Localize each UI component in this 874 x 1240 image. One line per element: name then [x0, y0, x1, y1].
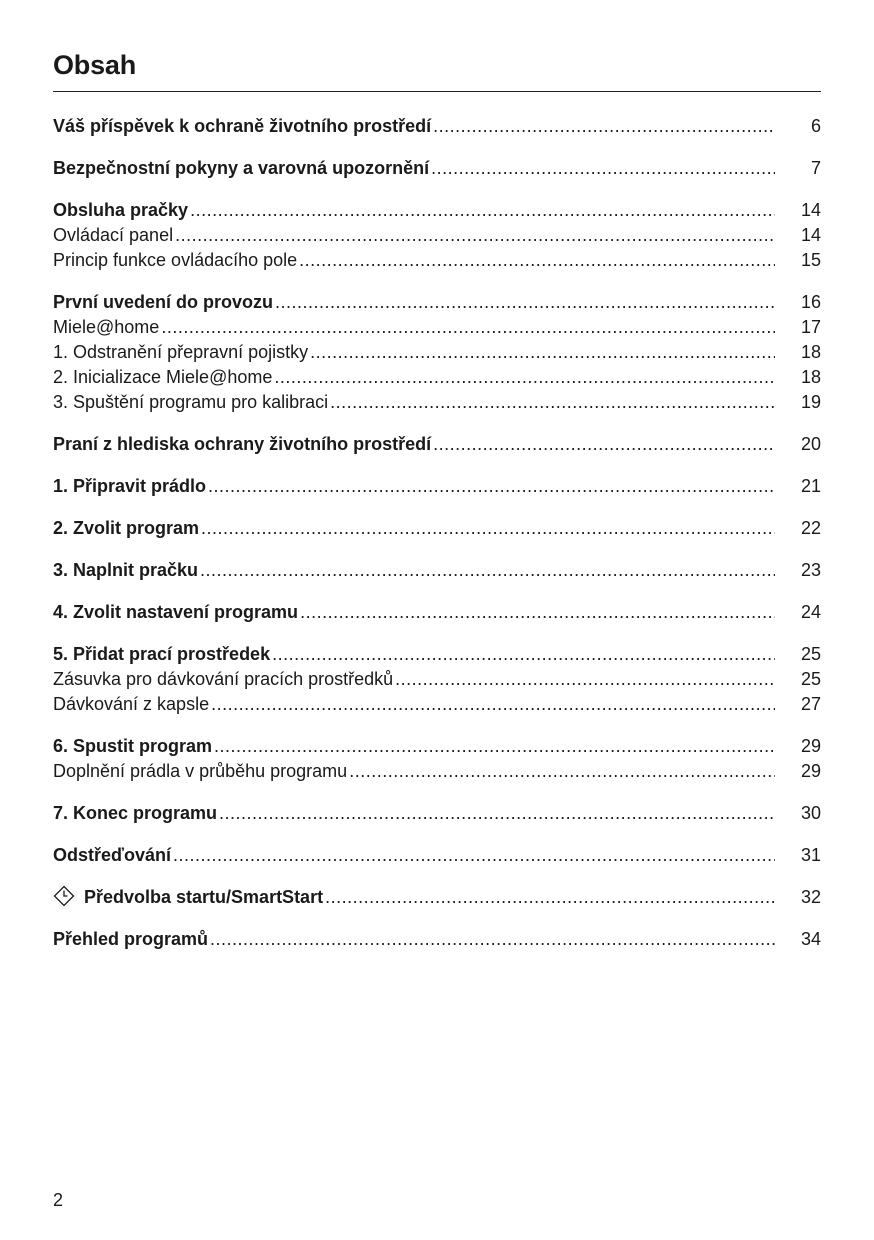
- toc-leader-dots: [310, 340, 775, 365]
- toc-entry-label: [53, 600, 298, 625]
- toc-entry-label: [53, 114, 431, 139]
- toc-entry-text: Předvolba startu/SmartStart: [84, 887, 324, 907]
- toc-group: [53, 600, 821, 625]
- toc-group: [53, 474, 821, 499]
- toc-sub-entry[interactable]: [53, 315, 821, 340]
- toc-entry-label: [53, 290, 273, 315]
- toc-entry-text: Ovládací panel: [53, 225, 174, 245]
- toc-entry-text: 5. Přidat prací prostředek: [53, 644, 271, 664]
- toc-page-number: 30: [800, 803, 821, 823]
- page-title: Obsah: [53, 50, 137, 80]
- toc-group: [53, 843, 821, 868]
- toc-leader-dots: [161, 315, 775, 340]
- toc-entry-label: [53, 642, 270, 667]
- toc-entry-text: 7. Konec programu: [53, 803, 218, 823]
- toc-group: [53, 156, 821, 181]
- toc-page-number: 14: [800, 225, 821, 245]
- toc-heading-entry[interactable]: [53, 600, 821, 625]
- toc-group: [53, 432, 821, 457]
- toc-entry-text: Bezpečnostní pokyny a varovná upozornění: [53, 158, 430, 178]
- toc-entry-text: Zásuvka pro dávkování pracích prostředků: [53, 669, 394, 689]
- toc-leader-dots: [210, 927, 775, 952]
- toc-entry-text: 3. Spuštění programu pro kalibraci: [53, 392, 329, 412]
- toc-group: [53, 927, 821, 952]
- toc-page-number: 17: [800, 317, 821, 337]
- toc-heading-entry[interactable]: [53, 516, 821, 541]
- toc-heading-entry[interactable]: [53, 114, 821, 139]
- title-divider: [53, 91, 821, 92]
- toc-entry-text: 6. Spustit program: [53, 736, 213, 756]
- toc-entry-text: 2. Zvolit program: [53, 518, 200, 538]
- toc-page-number: 27: [800, 694, 821, 714]
- toc-heading-entry[interactable]: [53, 734, 821, 759]
- toc-entry-text: 1. Odstranění přepravní pojistky: [53, 342, 309, 362]
- timer-icon: [53, 885, 75, 907]
- toc-heading-entry[interactable]: [53, 558, 821, 583]
- toc-entry-text: 1. Připravit prádlo: [53, 476, 207, 496]
- toc-entry-label: [53, 248, 297, 273]
- toc-page-number: 29: [800, 761, 821, 781]
- toc-entry-label: [53, 432, 431, 457]
- toc-entry-text: Přehled programů: [53, 929, 209, 949]
- toc-page-number: 34: [800, 929, 821, 949]
- toc-entry-text: Obsluha pračky: [53, 200, 189, 220]
- toc-entry-text: 4. Zvolit nastavení programu: [53, 602, 299, 622]
- toc-heading-entry[interactable]: [53, 885, 821, 910]
- toc-page-number: 7: [810, 158, 821, 178]
- toc-entry-label: [53, 927, 208, 952]
- toc-leader-dots: [190, 198, 775, 223]
- toc-leader-dots: [201, 516, 775, 541]
- toc-heading-entry[interactable]: [53, 432, 821, 457]
- toc-entry-label: [53, 734, 212, 759]
- toc-group: [53, 885, 821, 910]
- toc-page-number: 21: [800, 476, 821, 496]
- toc-group: [53, 198, 821, 273]
- toc-leader-dots: [330, 390, 775, 415]
- toc-entry-label: [53, 315, 159, 340]
- toc-sub-entry[interactable]: [53, 692, 821, 717]
- toc-heading-entry[interactable]: [53, 801, 821, 826]
- toc-page-number: 29: [800, 736, 821, 756]
- toc-entry-label: [53, 667, 393, 692]
- page-number: 2: [53, 1190, 64, 1210]
- toc-group: [53, 642, 821, 717]
- toc-entry-label: [53, 558, 198, 583]
- toc-heading-entry[interactable]: [53, 843, 821, 868]
- toc-entry-text: 2. Inicializace Miele@home: [53, 367, 273, 387]
- toc-page-number: 19: [800, 392, 821, 412]
- toc-sub-entry[interactable]: [53, 223, 821, 248]
- toc-leader-dots: [208, 474, 775, 499]
- toc-leader-dots: [395, 667, 775, 692]
- toc-entry-text: První uvedení do provozu: [53, 292, 274, 312]
- toc-entry-text: 3. Naplnit pračku: [53, 560, 199, 580]
- table-of-contents: [53, 114, 821, 969]
- toc-page-number: 16: [800, 292, 821, 312]
- toc-group: [53, 558, 821, 583]
- toc-leader-dots: [433, 432, 775, 457]
- toc-leader-dots: [275, 290, 775, 315]
- toc-leader-dots: [175, 223, 775, 248]
- toc-page-number: 24: [800, 602, 821, 622]
- toc-leader-dots: [214, 734, 775, 759]
- toc-page-number: 20: [800, 434, 821, 454]
- toc-sub-entry[interactable]: [53, 390, 821, 415]
- toc-entry-label: [53, 885, 323, 910]
- toc-heading-entry[interactable]: [53, 474, 821, 499]
- toc-group: [53, 114, 821, 139]
- toc-entry-text: Doplnění prádla v průběhu programu: [53, 761, 348, 781]
- toc-leader-dots: [272, 642, 775, 667]
- toc-sub-entry[interactable]: [53, 248, 821, 273]
- toc-heading-entry[interactable]: [53, 927, 821, 952]
- toc-leader-dots: [431, 156, 775, 181]
- toc-entry-label: [53, 156, 429, 181]
- toc-page-number: 18: [800, 367, 821, 387]
- toc-page-number: 31: [800, 845, 821, 865]
- toc-entry-label: [53, 340, 308, 365]
- toc-entry-text: Dávkování z kapsle: [53, 694, 210, 714]
- toc-leader-dots: [300, 600, 775, 625]
- toc-sub-entry[interactable]: [53, 667, 821, 692]
- toc-leader-dots: [349, 759, 775, 784]
- toc-entry-text: Praní z hlediska ochrany životního prostředí: [53, 434, 432, 454]
- toc-heading-entry[interactable]: [53, 642, 821, 667]
- toc-group: [53, 801, 821, 826]
- toc-leader-dots: [200, 558, 775, 583]
- toc-leader-dots: [219, 801, 775, 826]
- toc-heading-entry[interactable]: [53, 198, 821, 223]
- toc-entry-label: [53, 516, 199, 541]
- toc-entry-label: [53, 365, 272, 390]
- toc-page-number: 25: [800, 644, 821, 664]
- toc-group: [53, 734, 821, 784]
- toc-entry-text: Váš příspěvek k ochraně životního prostředí: [53, 116, 432, 136]
- toc-group: [53, 516, 821, 541]
- toc-entry-label: [53, 692, 209, 717]
- toc-sub-entry[interactable]: [53, 340, 821, 365]
- toc-page-number: 18: [800, 342, 821, 362]
- toc-sub-entry[interactable]: [53, 365, 821, 390]
- toc-entry-label: [53, 843, 171, 868]
- toc-heading-entry[interactable]: [53, 290, 821, 315]
- toc-entry-label: [53, 801, 217, 826]
- toc-leader-dots: [211, 692, 775, 717]
- toc-page-number: 22: [800, 518, 821, 538]
- toc-entry-label: [53, 759, 347, 784]
- toc-entry-text: Princip funkce ovládacího pole: [53, 250, 298, 270]
- toc-entry-label: [53, 390, 328, 415]
- toc-entry-label: [53, 474, 206, 499]
- toc-entry-text: Odstřeďování: [53, 845, 171, 865]
- toc-page-number: 14: [800, 200, 821, 220]
- toc-page-number: 32: [800, 887, 821, 907]
- toc-leader-dots: [325, 885, 775, 910]
- toc-entry-text: Miele@home: [53, 317, 160, 337]
- toc-page-number: 23: [800, 560, 821, 580]
- toc-entry-label: [53, 223, 173, 248]
- toc-page-number: 6: [810, 116, 821, 136]
- toc-heading-entry[interactable]: [53, 156, 821, 181]
- toc-sub-entry[interactable]: [53, 759, 821, 784]
- toc-group: [53, 290, 821, 415]
- toc-page-number: 15: [800, 250, 821, 270]
- toc-leader-dots: [173, 843, 775, 868]
- toc-leader-dots: [433, 114, 775, 139]
- toc-leader-dots: [274, 365, 775, 390]
- toc-entry-label: [53, 198, 188, 223]
- toc-leader-dots: [299, 248, 775, 273]
- toc-page-number: 25: [800, 669, 821, 689]
